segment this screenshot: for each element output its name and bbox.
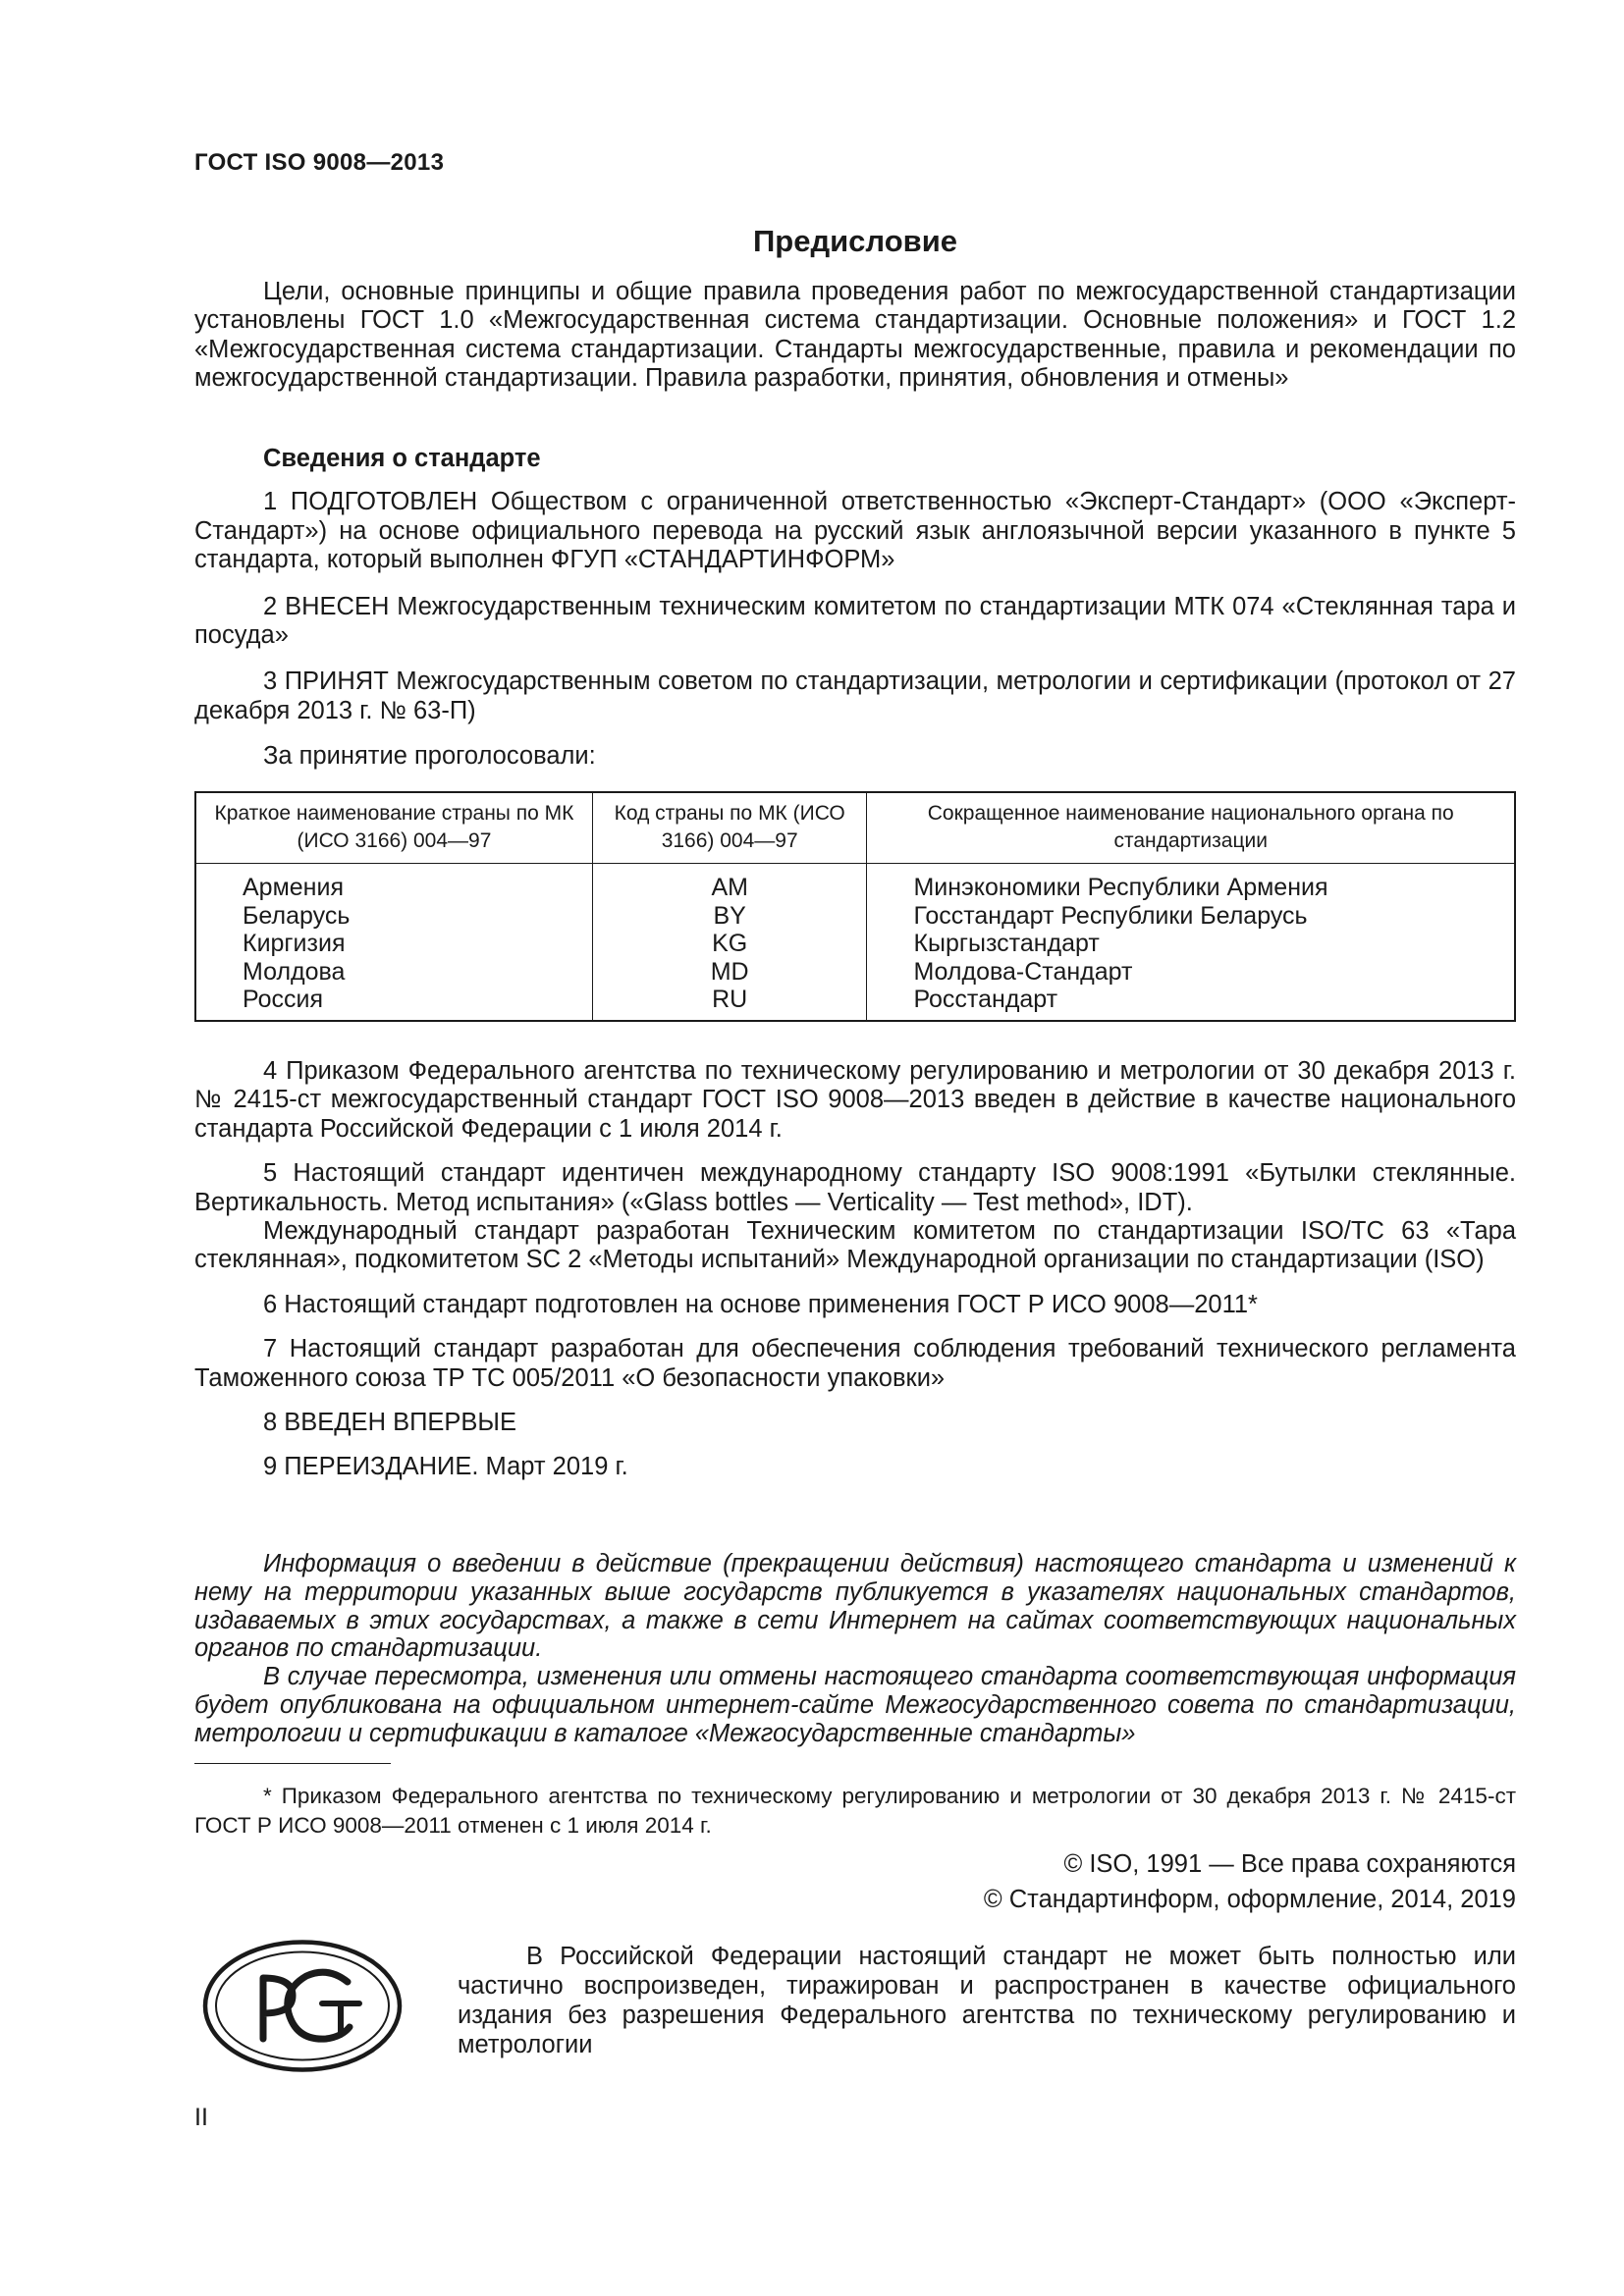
table-cell: Россия — [243, 986, 323, 1014]
footnote — [194, 1782, 1516, 1841]
table-cell: Минэкономики Республики Армения — [913, 874, 1328, 901]
notice-section — [194, 1550, 1516, 1748]
standards-bodies-cell — [867, 864, 1515, 1021]
notice-paragraph-1: Информация о введении в действие (прекращении действия) настоящего стандарта и изменений к нему на территории указанных выше государств публикуется в указателях национальных стандартов, издаваемых в этих государствах, а также в сети Интернет на сайтах соответствующих национальных органов по стандартизации. — [194, 1550, 1516, 1663]
table-cell: Армения — [243, 874, 344, 901]
table-cell: Росстандарт — [913, 986, 1058, 1014]
voted-label: За принятие проголосовали: — [263, 742, 596, 771]
country-codes-cell — [592, 864, 867, 1021]
table-cell: Молдова-Стандарт — [913, 957, 1133, 986]
rights-text: В Российской Федерации настоящий стандарт не может быть полностью или частично воспроизведен, тиражирован и распространен в качестве официального издания без разрешения Федерального агентства по техническому регулированию и метрологии — [458, 1943, 1516, 2058]
header-standards-body: Сокращенное наименование национального органа по стандартизации — [867, 792, 1515, 864]
item-4-enacted: 4 Приказом Федерального агентства по техническому регулированию и метрологии от 30 декабря 2013 г. № 2415-ст межгосударственный стандарт ГОСТ ISO 9008—2013 введен в действие в качестве национального стандарта Российской Федерации с 1 июля 2014 г. — [194, 1057, 1516, 1143]
intro-paragraph: Цели, основные принципы и общие правила проведения работ по межгосударственной стандартизации установлены ГОСТ 1.0 «Межгосударственная система стандартизации. Основные положения» и ГОСТ 1.2 «Межгосударственная система стандартизации. Стандарты межгосударственные, правила и рекомендации по межгосударственной стандартизации. Правила разработки, принятия, обновления и отмены» — [194, 278, 1516, 393]
foreword-title: Предисловие — [752, 224, 957, 258]
header-country-name: Краткое наименование страны по МК (ИСО 3166) 004—97 — [195, 792, 592, 864]
items-section — [194, 1057, 1516, 1482]
table-cell: Госстандарт Республики Беларусь — [913, 901, 1308, 930]
document-code-header: ГОСТ ISO 9008—2013 — [194, 149, 445, 176]
table-cell: Кыргызстандарт — [913, 930, 1100, 958]
table-cell: Молдова — [243, 957, 346, 986]
footnote-separator — [194, 1763, 391, 1764]
country-names-cell — [195, 864, 592, 1021]
voting-countries-table — [194, 791, 1516, 1022]
copyright-iso: © ISO, 1991 — Все права сохраняются — [1063, 1850, 1516, 1878]
header-country-code: Код страны по МК (ИСО 3166) 004—97 — [592, 792, 867, 864]
table-body-row — [195, 864, 1515, 1021]
item-9-reissue: 9 ПЕРЕИЗДАНИЕ. Март 2019 г. — [263, 1453, 628, 1481]
standard-info-heading: Сведения о стандарте — [263, 445, 541, 472]
reproduction-rights-notice — [458, 1942, 1516, 2059]
item-8-first-introduced: 8 ВВЕДЕН ВПЕРВЫЕ — [263, 1409, 517, 1437]
intro-section — [194, 278, 1516, 394]
notice-paragraph-2: В случае пересмотра, изменения или отмены настоящего стандарта соответствующая информация будет опубликована на официальном интернет-сайте Межгосударственного совета по стандартизации, метрологии и сертификации в каталоге «Межгосударственные стандарты» — [194, 1663, 1516, 1747]
table-cell: MD — [710, 957, 749, 986]
footnote-text: * Приказом Федерального агентства по техническому регулированию и метрологии от 30 декабря 2013 г. № 2415-ст ГОСТ Р ИСО 9008—2011 отменен с 1 июля 2014 г. — [194, 1784, 1516, 1838]
standard-info-section — [194, 445, 1516, 772]
page-number: II — [194, 2104, 208, 2131]
table-cell: Киргизия — [243, 930, 346, 958]
item-1-prepared: 1 ПОДГОТОВЛЕН Обществом с ограниченной ответственностью «Эксперт-Стандарт» (ООО «Эксперт-Стандарт») на основе официального перевода на русский язык англоязычной версии указанного в пункте 5 стандарта, который выполнен ФГУП «СТАНДАРТИНФОРМ» — [194, 488, 1516, 574]
table-cell: Беларусь — [243, 901, 351, 930]
item-6-basis: 6 Настоящий стандарт подготовлен на основе применения ГОСТ Р ИСО 9008—2011* — [263, 1290, 1258, 1318]
table-cell: BY — [713, 901, 746, 930]
item-7-purpose: 7 Настоящий стандарт разработан для обеспечения соблюдения требований технического регламента Таможенного союза ТР ТС 005/2011 «О безопасности упаковки» — [194, 1335, 1516, 1392]
item-3-adopted: 3 ПРИНЯТ Межгосударственным советом по стандартизации, метрологии и сертификации (протокол от 27 декабря 2013 г. № 63-П) — [194, 667, 1516, 724]
table-cell: AM — [711, 874, 748, 901]
copyright-standartinform: © Стандартинформ, оформление, 2014, 2019 — [983, 1886, 1516, 1913]
item-5-developer: Международный стандарт разработан Техническим комитетом по стандартизации ISO/TC 63 «Тара стеклянная», подкомитетом SC 2 «Методы испытаний» Международной организации по стандартизации (ISO) — [194, 1217, 1516, 1274]
item-5-identical: 5 Настоящий стандарт идентичен международному стандарту ISO 9008:1991 «Бутылки стеклянные. Вертикальность. Метод испытания» («Glass bottles — Verticality — Test method», IDT). — [194, 1159, 1516, 1216]
table-cell: KG — [712, 930, 748, 958]
table-cell: RU — [712, 986, 748, 1014]
item-2-introduced: 2 ВНЕСЕН Межгосударственным техническим комитетом по стандартизации МТК 074 «Стеклянная тара и посуда» — [194, 592, 1516, 650]
table-header-row — [195, 792, 1515, 864]
rst-certification-logo — [202, 1939, 403, 2073]
